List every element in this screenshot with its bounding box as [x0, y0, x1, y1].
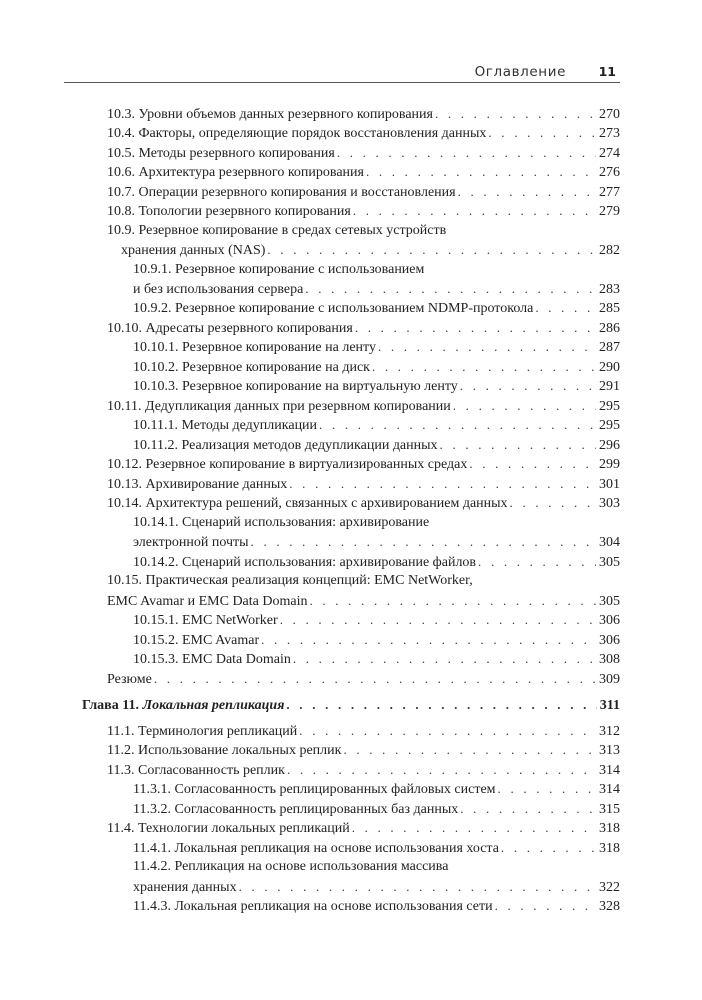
toc-entry-page: 314	[599, 782, 620, 797]
toc-entry-title: 10.3. Уровни объемов данных резервного копирования	[107, 107, 433, 122]
toc-entry-title: 10.14.2. Сценарий использования: архивирование файлов	[133, 555, 477, 570]
toc-entry-title: 10.14. Архитектура решений, связанных с архивированием данных	[107, 496, 508, 511]
toc-entry-title: 10.9.1. Резервное копирование с использованием	[133, 262, 425, 277]
toc-entry	[107, 669, 620, 688]
toc-entry-page: 314	[599, 763, 620, 778]
toc-dot-leader	[366, 162, 596, 181]
toc-entry	[133, 415, 620, 434]
toc-entry	[133, 552, 620, 571]
toc-chapter-entry	[82, 695, 620, 714]
toc-dot-leader	[287, 760, 596, 779]
toc-entry-title: 10.15.3. EMC Data Domain	[133, 652, 291, 667]
toc-entry-title: 11.4. Технологии локальных репликаций	[107, 821, 350, 836]
toc-entry-title: 11.3. Согласованность реплик	[107, 763, 285, 778]
toc-entry-first-line	[107, 571, 620, 590]
toc-dot-leader	[267, 240, 596, 259]
toc-entry-title: 10.11. Дедупликация данных при резервном копировании	[107, 399, 451, 414]
toc-dot-leader	[488, 123, 596, 142]
toc-entry-title: 10.10. Адресаты резервного копирования	[107, 321, 353, 336]
toc-entry	[133, 337, 620, 356]
chapter-title: Локальная репликация	[142, 698, 285, 713]
toc-entry	[133, 610, 620, 629]
toc-entry	[133, 799, 620, 818]
toc-entry	[133, 532, 620, 551]
running-header-title: Оглавление	[474, 64, 566, 80]
toc-entry-page: 291	[599, 379, 620, 394]
toc-entry	[133, 630, 620, 649]
toc-entry-title: 11.3.1. Согласованность реплицированных файловых систем	[133, 782, 496, 797]
toc-entry-title: 10.10.1. Резервное копирование на ленту	[133, 340, 376, 355]
toc-entry-title: 11.4.1. Локальная репликация на основе использования хоста	[133, 841, 499, 856]
toc-dot-leader	[299, 721, 596, 740]
toc-entry-title: Резюме	[107, 672, 152, 687]
toc-entry	[107, 123, 620, 142]
toc-entry	[133, 376, 620, 395]
toc-entry-title: 11.3.2. Согласованность реплицированных баз данных	[133, 802, 459, 817]
toc-entry-title: 10.12. Резервное копирование в виртуализированных средах	[107, 457, 468, 472]
toc-dot-leader	[353, 201, 596, 220]
toc-entry-title: 10.9. Резервное копирование в средах сетевых устройств	[107, 223, 447, 238]
toc-entry	[107, 474, 620, 493]
toc-entry-page: 303	[599, 496, 620, 511]
toc-entry-page: 313	[599, 743, 620, 758]
toc-entry-first-line	[133, 260, 620, 279]
toc-dot-leader	[289, 474, 596, 493]
toc-entry-title: 10.8. Топологии резервного копирования	[107, 204, 351, 219]
toc-dot-leader	[305, 279, 596, 298]
toc-entry-page: 308	[599, 652, 620, 667]
toc-entry-title-continued: электронной почты	[133, 535, 249, 550]
toc-entry-title: 10.14.1. Сценарий использования: архивирование	[133, 515, 430, 530]
toc-entry-title: 11.4.3. Локальная репликация на основе использования сети	[133, 899, 493, 914]
toc-dot-leader	[286, 695, 596, 714]
toc-entry-title: 11.1. Терминология репликаций	[107, 724, 298, 739]
toc-entry-page: 306	[599, 633, 620, 648]
toc-entry-page: 305	[599, 555, 620, 570]
toc-entry	[107, 740, 620, 759]
toc-entry-title: 10.15. Практическая реализация концепций: EMC NetWorker,	[107, 573, 473, 588]
toc-entry-page: 309	[599, 672, 620, 687]
toc-entry-title: 10.9.2. Резервное копирование с использованием NDMP-протокола	[133, 301, 534, 316]
toc-entry-page: 315	[599, 802, 620, 817]
toc-entry-title: 10.11.1. Методы дедупликации	[133, 418, 318, 433]
toc-dot-leader	[435, 104, 596, 123]
toc-entry-title-continued: EMC Avamar и EMC Data Domain	[107, 594, 308, 609]
toc-entry-page: 318	[599, 841, 620, 856]
toc-entry	[133, 435, 620, 454]
toc-entry	[107, 591, 620, 610]
toc-entry-page: 282	[599, 243, 620, 258]
toc-dot-leader	[319, 415, 596, 434]
toc-dot-leader	[337, 143, 596, 162]
toc-dot-leader	[498, 779, 596, 798]
page-number: 11	[598, 64, 616, 79]
toc-entry-page: 285	[599, 301, 620, 316]
toc-entry-title: 10.7. Операции резервного копирования и восстановления	[107, 185, 456, 200]
toc-entry-page: 273	[599, 126, 620, 141]
toc-entry-first-line	[133, 857, 620, 876]
toc-entry-page: 311	[599, 698, 620, 713]
toc-entry	[107, 396, 620, 415]
toc-entry-page: 306	[599, 613, 620, 628]
toc-dot-leader	[378, 337, 596, 356]
toc-entry-title-continued: хранения данных (NAS)	[121, 243, 266, 258]
toc-entry	[133, 838, 620, 857]
toc-entry-page: 286	[599, 321, 620, 336]
toc-dot-leader	[460, 376, 596, 395]
toc-entry-page: 295	[599, 418, 620, 433]
toc-entry	[107, 162, 620, 181]
toc-entry	[133, 896, 620, 915]
toc-entry-page: 270	[599, 107, 620, 122]
toc-entry	[133, 779, 620, 798]
toc-entry-page: 318	[599, 821, 620, 836]
toc-entry-page: 277	[599, 185, 620, 200]
toc-entry-page: 322	[599, 880, 620, 895]
toc-entry-page: 299	[599, 457, 620, 472]
toc-dot-leader	[239, 877, 596, 896]
toc-entry-page: 312	[599, 724, 620, 739]
toc-dot-leader	[440, 435, 596, 454]
toc-dot-leader	[453, 396, 596, 415]
toc-entry-page: 276	[599, 165, 620, 180]
toc-entry	[107, 143, 620, 162]
toc-dot-leader	[372, 357, 596, 376]
toc-dot-leader	[154, 669, 596, 688]
toc-dot-leader	[280, 610, 596, 629]
toc-entry	[107, 454, 620, 473]
toc-entry-title: 10.5. Методы резервного копирования	[107, 146, 335, 161]
toc-entry-title: 10.11.2. Реализация методов дедупликации данных	[133, 438, 438, 453]
toc-entry-page: 295	[599, 399, 620, 414]
toc-entry	[133, 357, 620, 376]
toc-entry-title: 10.15.2. EMC Avamar	[133, 633, 260, 648]
toc-entry-page: 283	[599, 282, 620, 297]
toc-entry	[133, 649, 620, 668]
toc-dot-leader	[355, 318, 596, 337]
toc-entry-title: 10.10.2. Резервное копирование на диск	[133, 360, 370, 375]
toc-dot-leader	[352, 818, 596, 837]
toc-dot-leader	[501, 838, 596, 857]
toc-entry-page: 328	[599, 899, 620, 914]
toc-dot-leader	[309, 591, 596, 610]
toc-entry-page: 287	[599, 340, 620, 355]
toc-entry-page: 290	[599, 360, 620, 375]
toc-entry-title: 11.2. Использование локальных реплик	[107, 743, 342, 758]
toc-dot-leader	[293, 649, 596, 668]
toc-entry-title-continued: и без использования сервера	[133, 282, 304, 297]
toc-entry	[107, 318, 620, 337]
toc-dot-leader	[460, 799, 596, 818]
toc-dot-leader	[261, 630, 596, 649]
toc-entry	[133, 877, 620, 896]
toc-entry-page: 296	[599, 438, 620, 453]
toc-entry-title-continued: хранения данных	[133, 880, 237, 895]
toc-entry	[121, 240, 620, 259]
toc-entry-title: 11.4.2. Репликация на основе использования массива	[133, 859, 449, 874]
toc-entry	[133, 279, 620, 298]
toc-dot-leader	[495, 896, 596, 915]
toc-entry-page: 274	[599, 146, 620, 161]
toc-entry-page: 279	[599, 204, 620, 219]
toc-dot-leader	[458, 182, 596, 201]
toc-dot-leader	[478, 552, 596, 571]
toc-entry-title: 10.6. Архитектура резервного копирования	[107, 165, 364, 180]
toc-dot-leader	[510, 493, 596, 512]
toc-entry	[107, 201, 620, 220]
toc-dot-leader	[343, 740, 596, 759]
toc-entry-page: 301	[599, 477, 620, 492]
toc-entry-title: 10.15.1. EMC NetWorker	[133, 613, 278, 628]
toc-entry-title: 10.4. Факторы, определяющие порядок восстановления данных	[107, 126, 487, 141]
toc-entry	[107, 818, 620, 837]
toc-entry	[133, 298, 620, 317]
toc-chapter-title	[82, 696, 284, 715]
toc-entry-title: 10.10.3. Резервное копирование на виртуальную ленту	[133, 379, 458, 394]
toc-entry	[107, 493, 620, 512]
toc-entry	[107, 182, 620, 201]
toc-entry-first-line	[107, 221, 620, 240]
toc-entry	[107, 104, 620, 123]
toc-entry-first-line	[133, 513, 620, 532]
toc-entry-title: 10.13. Архивирование данных	[107, 477, 288, 492]
toc-entry	[107, 721, 620, 740]
toc-entry-page: 305	[599, 594, 620, 609]
toc-dot-leader	[469, 454, 596, 473]
toc-entry	[107, 760, 620, 779]
chapter-label: Глава 11.	[82, 698, 139, 713]
toc-dot-leader	[251, 532, 596, 551]
toc-entry-page: 304	[599, 535, 620, 550]
toc-dot-leader	[535, 298, 596, 317]
